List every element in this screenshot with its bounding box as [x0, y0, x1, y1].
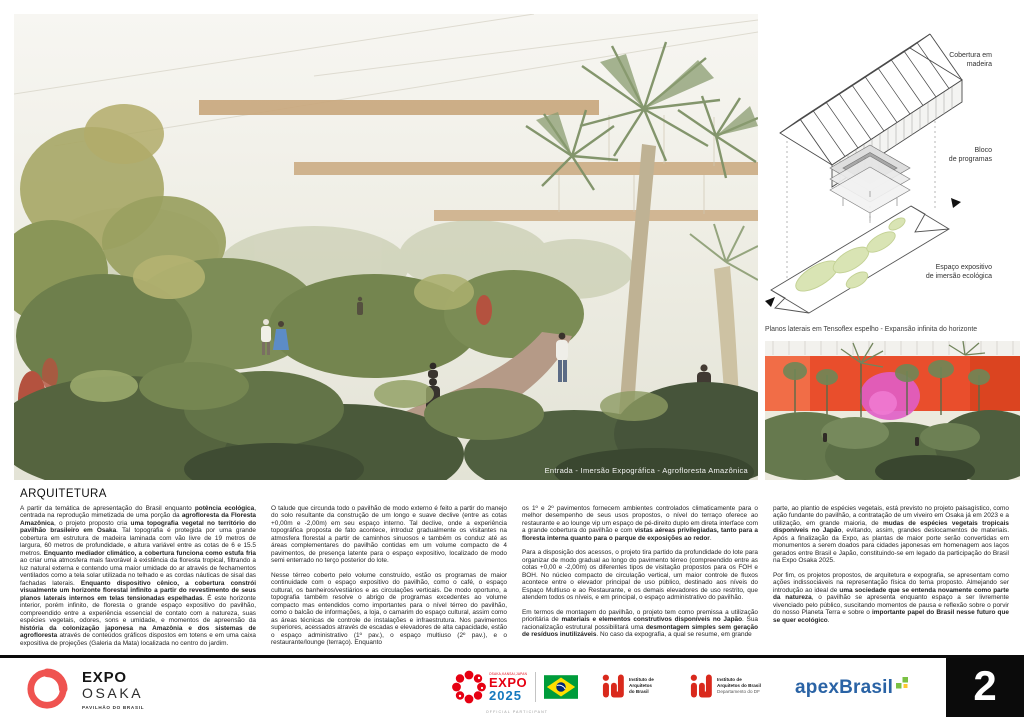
diagram-label-program-block: Bloco de programas: [948, 147, 992, 164]
article-column-3: [522, 505, 758, 654]
footer: [0, 658, 1024, 723]
paragraph: os 1º e 2º pavimentos fornecem ambientes controlados climaticamente para o melhor desempenho de seus usos propostos, o nível do terraço oferece ao restaurante e ao lounge vip um espaço de pé-direito duplo em direta interface com a grande cobertura do pavilhão e com vistas aéreas privilegiadas, tanto para a floresta interna quanto para o parque de exposições ao redor.: [522, 505, 758, 542]
main-render-image: [14, 14, 758, 480]
paragraph: Por fim, os projetos propostos, de arquitetura e expografia, se apresentam como ações indissociáveis na representação física do tema proposto. Almejando ser introdução ao ideal de uma sociedade que se entenda novamente como parte da natureza, o pavilhão se apresenta enquanto espaço a ser livremente vivenciado pelo público, suscitando momentos de pausa e reflexão sobre o porvir do nosso Planeta Terra e sobre o importante papel do Brasil nesse futuro que se quer ecológico.: [773, 571, 1009, 624]
article-column-2: [271, 505, 507, 654]
logo-divider: [535, 672, 536, 702]
expo-osaka-word-expo: EXPO: [82, 669, 127, 686]
diagram-caption: Planos laterais em Tensoflex espelho - Expansão infinita do horizonte: [765, 326, 978, 333]
expo2025-micro-text: OSAKA,KANSAI,JAPAN: [489, 671, 528, 676]
diagram-label-roof: Cobertura em madeira: [949, 52, 992, 69]
article-section: [20, 488, 1010, 654]
exploded-axonometric-diagram: [765, 18, 1020, 320]
secondary-render-image: [765, 341, 1020, 480]
iab-df-label: Instituto de Arquitetos do Brasil Departamento do DF: [717, 677, 761, 694]
expo2025-logo: [452, 670, 578, 704]
expo2025-word-expo: EXPO: [489, 674, 528, 690]
expo2025-ring-icon: [452, 670, 486, 704]
iab-label: Instituto de Arquitetos do Brasil: [629, 677, 654, 694]
paragraph: O talude que circunda todo o pavilhão de modo externo é feito a partir do manejo do solo resultante da construção de um longo e suave declive (entre as cotas +0,00m e -2,00m) em seu espaço interno. Tal declive, onde a experiência topográfica proposta de fato acontece, introduz gradualmente os visitantes na atmosfera florestal a partir de caminhos sinuosos e também os conduz até as áreas complementares do pavilhão contidas em um volume compacto de 4 pavimentos, de presença latente para o espaço expositivo, localizado de modo semi enterrado no terço posterior do lote.: [271, 505, 507, 565]
iab-icon: [602, 673, 624, 699]
apexbrasil-logo: [795, 676, 909, 700]
apex-sparkle-icon: [896, 677, 909, 690]
page-number-box: [946, 655, 1024, 717]
diagram-label-exhibition-space: Espaço expositivo de imersão ecológica: [925, 264, 992, 281]
brush-circle-icon: [26, 668, 68, 710]
article-title: ARQUITETURA: [20, 488, 107, 500]
paragraph: Nesse térreo coberto pelo volume construído, estão os programas de maior continuidade com o espaço expositivo do pavilhão, como o café, o espaço cultural, os banheiros/vestiários e as circulações verticais. De modo oportuno, a topografia também resolve o abrigo de programas excedentes ao volume compacto mas entendidos como importantes para o nível térreo do pavilhão, como o balcão de informações, a loja, o camarim do espaço cultural, assim como as áreas técnicas de controle de instalações e infraestrutura. Nos pavimentos superiores, acessados através de escadas e elevadores de alta capacidade, estão o espaço administrativo (1º pav.), o espaço multiuso (2º pav.), e o restaurante/lounge (terraço). Enquanto: [271, 571, 507, 647]
paragraph: parte, ao plantio de espécies vegetais, está previsto no projeto paisagístico, como ação fundante do pavilhão, a contratação de um viveiro em Osaka já em 2023 e a utilização, em grande maioria, de mudas de espécies vegetais tropicais disponíveis no Japão, evitando, assim, grandes deslocamentos de materiais. Após a finalização da Expo, as plantas de maior porte serão convertidas em monumentos a serem doados para cidades japonesas em homenagem aos laços gerados entre Brasil e Japão, constituindo-se em legado da participação do Brasil na Expo Osaka 2025.: [773, 505, 1010, 565]
expo-osaka-word-osaka: OSAKA: [82, 685, 144, 701]
iab-df-logo: [690, 673, 761, 699]
page-number: 2: [973, 662, 997, 709]
paragraph: A partir da temática de apresentação do Brasil enquanto potência ecológica, centrada na reprodução mimetizada de uma porção da agrofloresta da Floresta Amazônica, o projeto proposto cria uma topografia vegetal no território do pavilhão brasileiro em Osaka. Tal topografia é protegida por uma grande cobertura em estrutura de madeira laminada com vão livre de 19 metros de largura, 60 metros de profundidade, e altura variável entre as cotas de 6 e 15.5 metros. Enquanto mediador climático, a cobertura funciona como estufa fria ao criar uma atmosfera mais favorável à existência da floresta tropical, filtrando a luz natural externa e contendo uma maior umidade do ar através de fechamentos ventilados como a tela solar utilizada no telhado e as cordas náuticas de sisal das fachadas laterais. Enquanto dispositivo cênico, a cobertura constrói visualmente um horizonte florestal infinito a partir do revestimento de seus planos laterais internos em telas tensionadas espelhadas. É este horizonte interior, porém infinito, de floresta o grande espaço expositivo do pavilhão, compreendido entre a experiência essencial de contato com a natureza, suas espécies vegetais, odores, sons e umidade, e momentos de apreensão da história da colonização japonesa na Amazônia e dos sistemas de agrofloresta através de conteúdos gráficos dispostos em totens e em uma caixa expositiva de projeções (Galeria da Mata) localizada no centro do jardim.: [20, 505, 257, 647]
iab-icon: [690, 673, 712, 699]
article-column-1: [20, 505, 256, 654]
brazil-flag-icon: [544, 675, 578, 699]
render-caption: Entrada - Imersão Expográfica - Agrofloresta Amazônica: [544, 466, 748, 475]
expo-osaka-subtitle: PAVILHÃO DO BRASIL: [82, 705, 145, 710]
apexbrasil-wordmark: apexBrasil: [795, 677, 894, 698]
official-participant-label: OFFICIAL PARTICIPANT: [485, 710, 549, 714]
expo-osaka-logo: [26, 666, 144, 710]
paragraph: Para a disposição dos acessos, o projeto tira partido da profundidade do lote para organizar de modo gradual ao longo do pavimento térreo (compreendido entre as cotas +0,00 e -2,00m) os diferentes tipos de visitação propostos para os FOH e BOH. No núcleo compacto de circulação vertical, um maior controle de fluxos acontece entre o elevador principal de uso público, destinado aos níveis do Espaço Multiuso e ao Restaurante, e os demais elevadores de uso restrito, que atendem todos os níveis, e em principal, o espaço administrativo do pavilhão.: [522, 549, 758, 602]
iab-logo: [602, 673, 654, 699]
article-column-4: [773, 505, 1009, 654]
exhibition-plot: [765, 198, 961, 313]
paragraph: Em termos de montagem do pavilhão, o projeto tem como premissa a utilização prioritária de materiais e elementos construtivos disponíveis no Japão. Sua racionalização estrutural possibilitará uma desmontagem simples sem geração de resíduos inutilizáveis. No caso da expografia, a qual se resume, em grande: [522, 608, 759, 639]
mirror-forest-render: [765, 341, 1020, 480]
expo2025-year: 2025: [489, 687, 522, 703]
forest-render-illustration: [14, 14, 758, 480]
